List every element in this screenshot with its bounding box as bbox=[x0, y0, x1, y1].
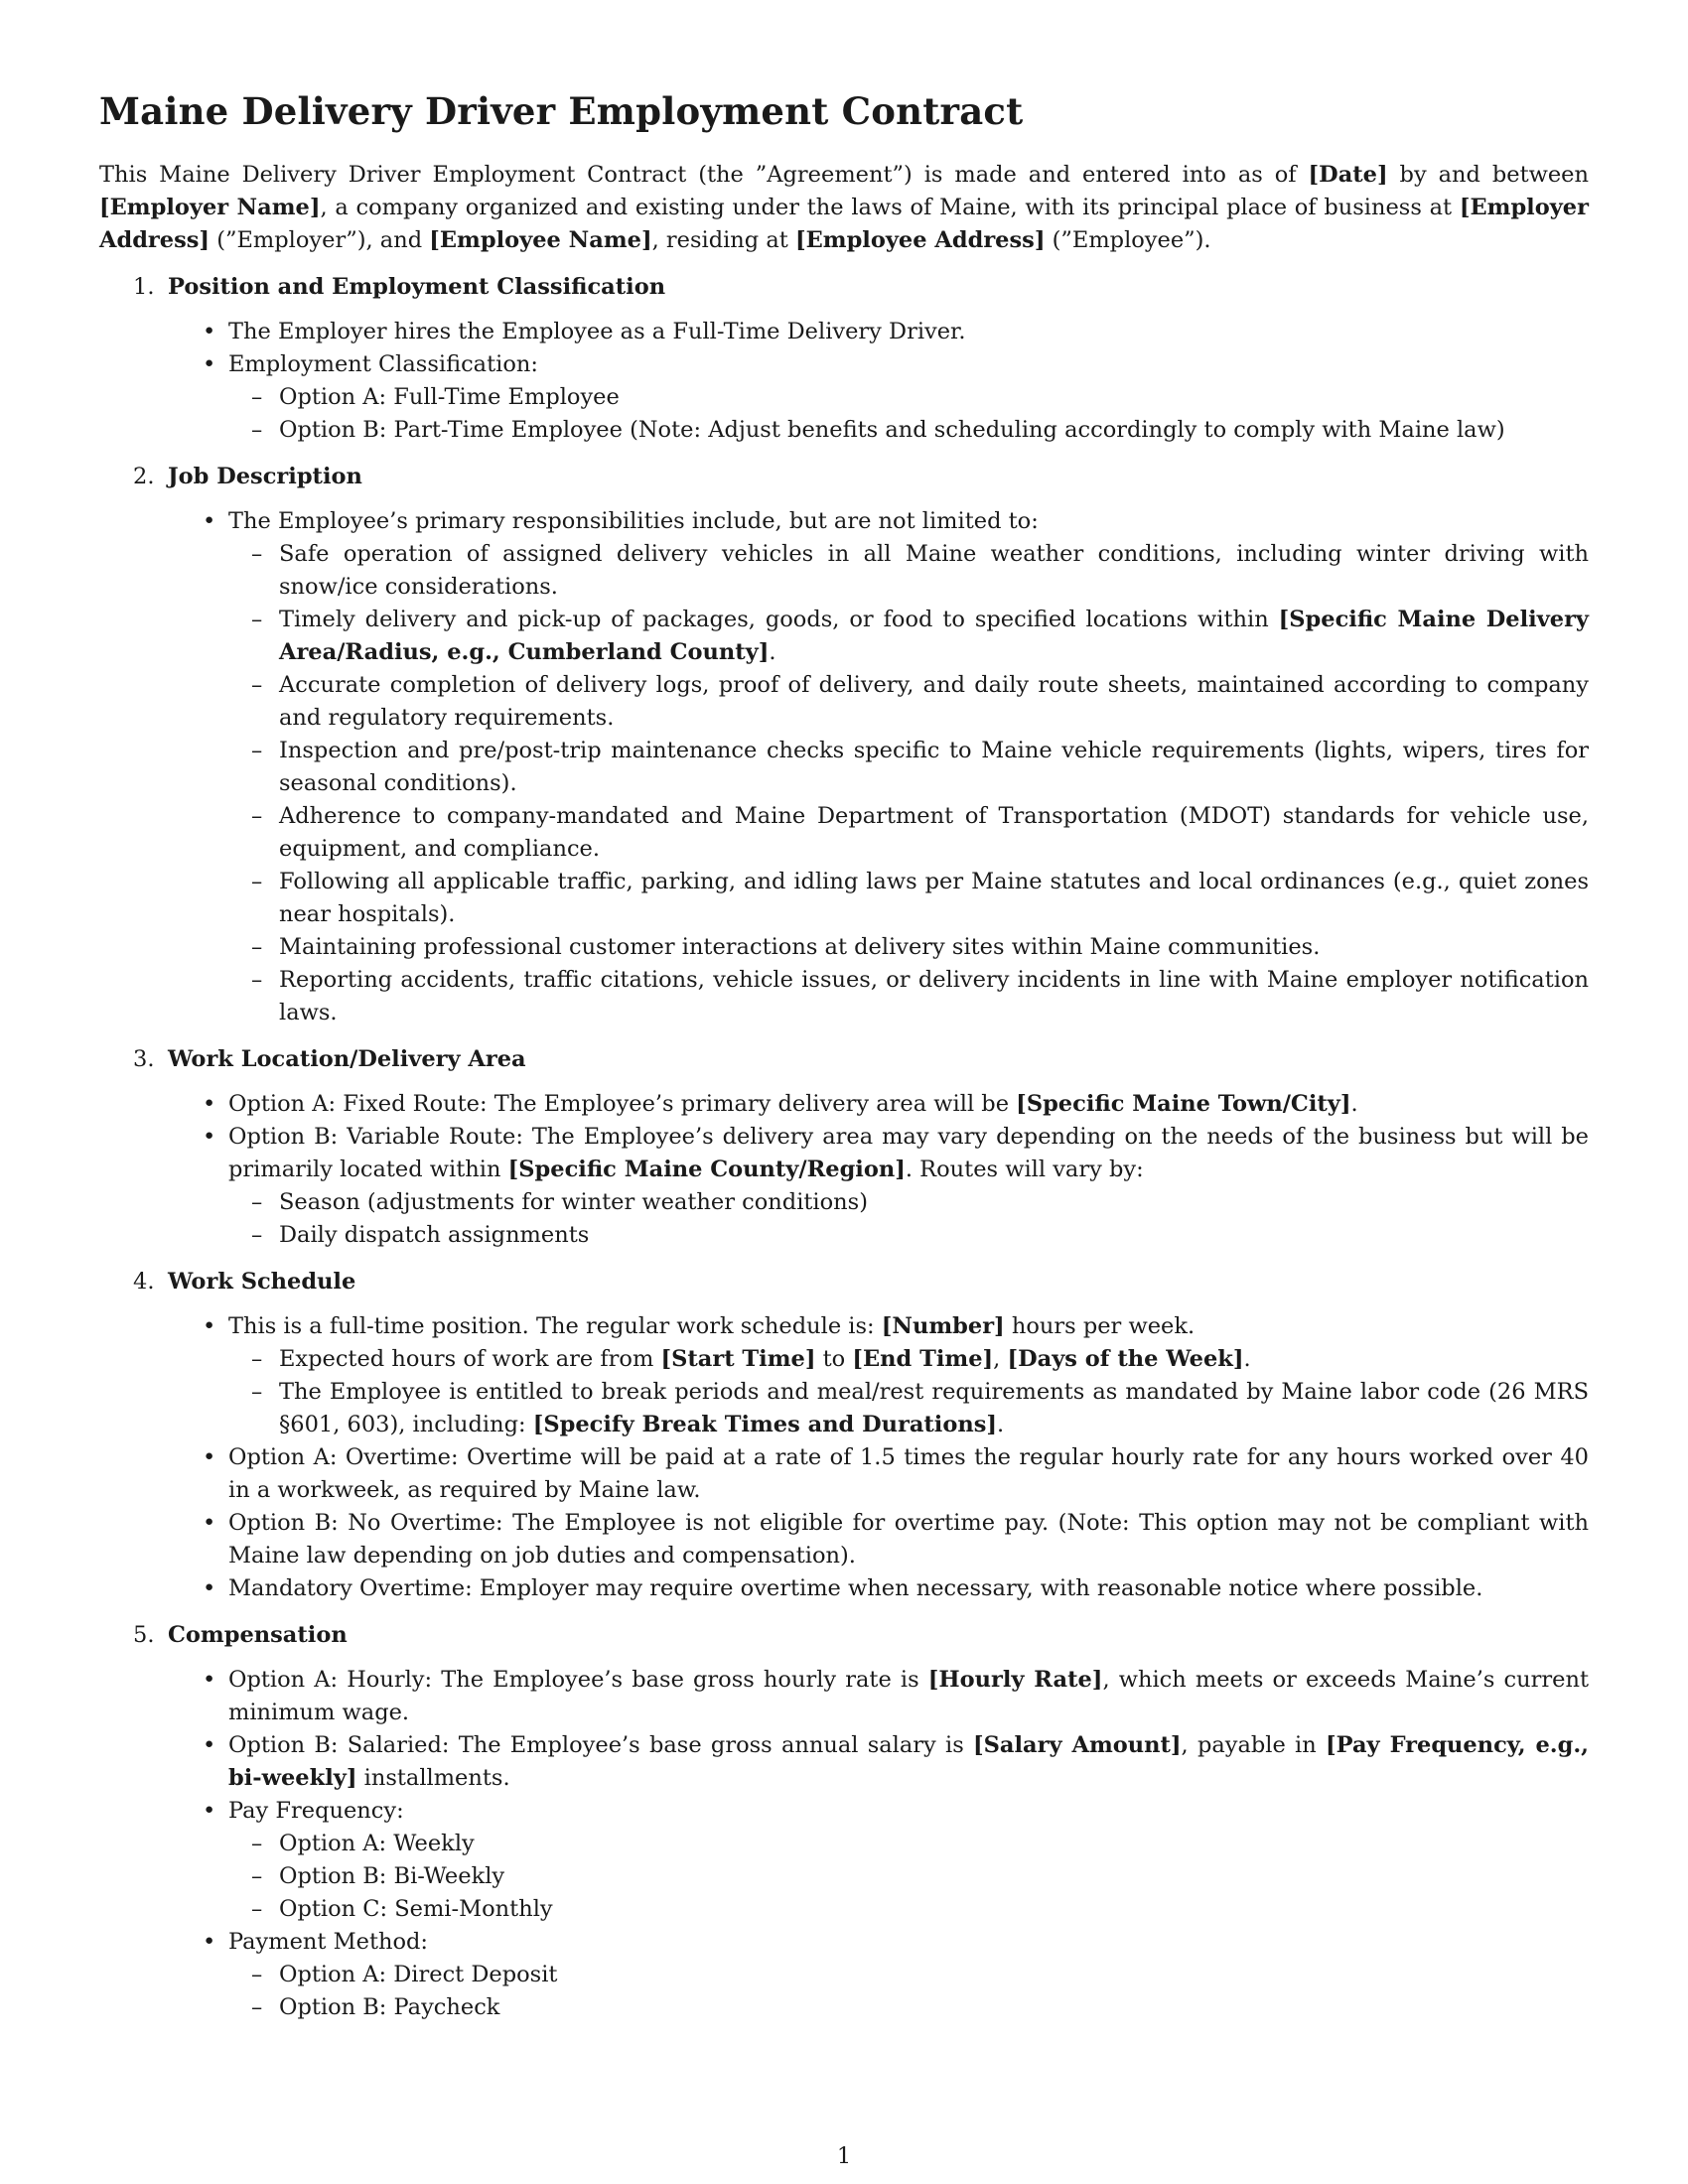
intro-paragraph bbox=[99, 159, 1589, 257]
section-list bbox=[99, 271, 1589, 2024]
intro-text: (”Employee”). bbox=[1045, 227, 1211, 253]
intro-text: (”Employer”), and bbox=[210, 227, 430, 253]
sub-list-item: – Option A: Full-Time Employee bbox=[251, 384, 620, 410]
list-item: • Option A: Hourly: The Employee’s base gross hourly rate is [Hourly Rate], which meets or exceeds Maine’s current minimum wage. bbox=[203, 1667, 1589, 1725]
sub-list bbox=[228, 1186, 1589, 1252]
date-placeholder: [Date] bbox=[1308, 162, 1388, 188]
town-placeholder: [Specific Maine Town/City] bbox=[1016, 1091, 1351, 1117]
section-compensation bbox=[99, 1619, 1589, 2024]
county-placeholder: [Specific Maine County/Region] bbox=[507, 1157, 906, 1182]
section-work-schedule bbox=[99, 1266, 1589, 1605]
sub-list-item: – Maintaining professional customer interactions at delivery sites within Maine communities. bbox=[251, 934, 1321, 960]
list-item: • Pay Frequency: – Option A: Weekly – Option B: Bi-Weekly – Option C: Semi-Monthly bbox=[228, 1795, 1589, 1926]
section-heading bbox=[99, 271, 1589, 304]
sub-list-item: – Safe operation of assigned delivery vehicles in all Maine weather conditions, including winter driving with snow/ice considerations. bbox=[251, 541, 1589, 600]
bullet-list bbox=[99, 1088, 1589, 1252]
intro-text: This Maine Delivery Driver Employment Contract (the ”Agreement”) is made and entered into as of bbox=[99, 162, 1309, 188]
section-heading bbox=[99, 1043, 1589, 1076]
list-item: • Option A: Fixed Route: The Employee’s primary delivery area will be [Specific Maine Town/City]. bbox=[203, 1091, 1358, 1117]
section-number: 1. bbox=[133, 274, 155, 300]
sub-list-item: – Expected hours of work are from [Start Time] to [End Time], [Days of the Week]. bbox=[251, 1346, 1251, 1372]
sub-list bbox=[228, 1343, 1589, 1441]
section-number: 3. bbox=[133, 1046, 155, 1072]
employee-address-placeholder: [Employee Address] bbox=[794, 227, 1046, 253]
list-item: • Option B: Variable Route: The Employee’s delivery area may vary depending on the needs of the business but will be primarily located within [Specific Maine County/Region]. Routes will vary by: – Season (adjustments for winter weather conditions) – Daily dispatch assignments bbox=[228, 1121, 1589, 1252]
end-time-placeholder: [End Time] bbox=[852, 1346, 994, 1372]
section-work-location bbox=[99, 1043, 1589, 1252]
sub-list bbox=[228, 1828, 1589, 1926]
sub-list-item: – The Employee is entitled to break periods and meal/rest requirements as mandated by Maine labor code (26 MRS §601, 603), including: [Specify Break Times and Durations]. bbox=[251, 1379, 1589, 1437]
sub-list bbox=[228, 381, 1589, 447]
sub-list-item: – Following all applicable traffic, parking, and idling laws per Maine statutes and local ordinances (e.g., quiet zones near hospitals). bbox=[251, 869, 1589, 927]
sub-list-item: – Option A: Direct Deposit bbox=[251, 1962, 558, 1987]
section-number: 2. bbox=[133, 464, 155, 489]
list-item: • Mandatory Overtime: Employer may require overtime when necessary, with reasonable notice where possible. bbox=[203, 1575, 1483, 1601]
section-job-description bbox=[99, 461, 1589, 1029]
sub-list-item: – Timely delivery and pick-up of packages, goods, or food to specified locations within [Specific Maine Delivery Area/Radius, e.g., Cumberland County]. bbox=[251, 607, 1590, 665]
sub-list-item: – Accurate completion of delivery logs, proof of delivery, and daily route sheets, maintained according to company and regulatory requirements. bbox=[251, 672, 1589, 731]
list-item: • Option B: No Overtime: The Employee is not eligible for overtime pay. (Note: This option may not be compliant with Maine law depending on job duties and compensation). bbox=[203, 1510, 1589, 1569]
page-number: 1 bbox=[836, 2143, 852, 2169]
sub-list-item: – Adherence to company-mandated and Maine Department of Transportation (MDOT) standards for vehicle use, equipment, and compliance. bbox=[251, 803, 1589, 862]
section-title: Job Description bbox=[168, 464, 362, 489]
section-heading bbox=[99, 461, 1589, 493]
section-position bbox=[99, 271, 1589, 447]
employee-name-placeholder: [Employee Name] bbox=[429, 227, 652, 253]
document-page bbox=[99, 87, 1589, 2038]
list-item: • The Employee’s primary responsibilities include, but are not limited to: – Safe operation of assigned delivery vehicles in all Maine weather conditions, including winter driving with snow/ice considerations. – Timely delivery and pick-up of packages, goods, or food to specified locations within [Specific Maine Delivery Area/Radius, e.g., Cumberland County]. – Accurate completion of delivery logs, proof of delivery, and daily route sheets, maintained according to company and regulatory requirements. – Inspection and pre/post-trip maintenance checks specific to Maine vehicle requirements (lights, wipers, tires for seasonal conditions). – Adherence to company-mandated and Maine Department of Transportation (MDOT) standards for vehicle use, equipment, and compliance. – Following all applicable traffic, parking, and idling laws per Maine statutes and local ordinances (e.g., quiet zones near hospitals). – Maintaining professional customer interactions at delivery sites within Maine communities. – Reporting accidents, traffic citations, vehicle issues, or delivery incidents in line with Maine employer notification laws. bbox=[228, 505, 1589, 1029]
list-item: • Option B: Salaried: The Employee’s base gross annual salary is [Salary Amount], payable in [Pay Frequency, e.g., bi-weekly] installments. bbox=[203, 1732, 1590, 1791]
employer-address-placeholder: [Employer Address] bbox=[99, 195, 1589, 253]
sub-list-item: – Option B: Paycheck bbox=[251, 1994, 500, 2020]
hourly-rate-placeholder: [Hourly Rate] bbox=[927, 1667, 1103, 1693]
list-item: • Option A: Overtime: Overtime will be paid at a rate of 1.5 times the regular hourly rate for any hours worked over 40 in a workweek, as required by Maine law. bbox=[203, 1444, 1589, 1503]
section-heading bbox=[99, 1266, 1589, 1298]
salary-placeholder: [Salary Amount] bbox=[973, 1732, 1182, 1758]
days-placeholder: [Days of the Week] bbox=[1007, 1346, 1244, 1372]
sub-list-item: – Option A: Weekly bbox=[251, 1831, 475, 1856]
section-number: 5. bbox=[133, 1622, 155, 1648]
bullet-list bbox=[99, 505, 1589, 1029]
delivery-area-placeholder: [Specific Maine Delivery Area/Radius, e.g., Cumberland County] bbox=[279, 607, 1590, 665]
sub-list bbox=[228, 538, 1589, 1029]
break-times-placeholder: [Specify Break Times and Durations] bbox=[532, 1412, 998, 1437]
section-title: Work Location/Delivery Area bbox=[168, 1046, 526, 1072]
list-item: • Payment Method: – Option A: Direct Deposit – Option B: Paycheck bbox=[228, 1926, 1589, 2024]
bullet-list bbox=[99, 1664, 1589, 2024]
sub-list-item: – Option B: Part-Time Employee (Note: Adjust benefits and scheduling accordingly to comply with Maine law) bbox=[251, 417, 1505, 443]
intro-text: by and between bbox=[1387, 162, 1589, 188]
sub-list-item: – Option B: Bi-Weekly bbox=[251, 1863, 505, 1889]
section-title: Position and Employment Classification bbox=[168, 274, 666, 300]
intro-text: , residing at bbox=[651, 227, 795, 253]
sub-list-item: – Reporting accidents, traffic citations, vehicle issues, or delivery incidents in line with Maine employer notification laws. bbox=[251, 967, 1589, 1025]
section-title: Work Schedule bbox=[168, 1269, 356, 1295]
list-item: • The Employer hires the Employee as a Full-Time Delivery Driver. bbox=[203, 319, 966, 344]
intro-text: , a company organized and existing under the laws of Maine, with its principal place of business at bbox=[320, 195, 1460, 220]
employer-name-placeholder: [Employer Name] bbox=[99, 195, 321, 220]
sub-list-item: – Inspection and pre/post-trip maintenance checks specific to Maine vehicle requirements (lights, wipers, tires for seasonal conditions). bbox=[251, 738, 1589, 796]
section-heading bbox=[99, 1619, 1589, 1652]
list-item: • Employment Classification: – Option A: Full-Time Employee – Option B: Part-Time Employee (Note: Adjust benefits and scheduling accordingly to comply with Maine law) bbox=[228, 348, 1589, 447]
section-number: 4. bbox=[133, 1269, 155, 1295]
sub-list-item: – Season (adjustments for winter weather conditions) bbox=[251, 1189, 868, 1215]
document-title: Maine Delivery Driver Employment Contract bbox=[99, 89, 1024, 133]
pay-frequency-placeholder: [Pay Frequency, e.g., bi-weekly] bbox=[228, 1732, 1590, 1791]
sub-list bbox=[228, 1959, 1589, 2024]
list-item: • This is a full-time position. The regular work schedule is: [Number] hours per week. – Expected hours of work are from [Start Time] to [End Time], [Days of the Week]. – The Employee is entitled to break periods and meal/rest requirements as mandated by Maine labor code (26 MRS §601, 603), including: [Specify Break Times and Durations]. bbox=[228, 1310, 1589, 1441]
hours-placeholder: [Number] bbox=[881, 1313, 1005, 1339]
start-time-placeholder: [Start Time] bbox=[660, 1346, 816, 1372]
sub-list-item: – Daily dispatch assignments bbox=[251, 1222, 590, 1248]
section-title: Compensation bbox=[168, 1622, 348, 1648]
sub-list-item: – Option C: Semi-Monthly bbox=[251, 1896, 553, 1922]
bullet-list bbox=[99, 1310, 1589, 1605]
bullet-list bbox=[99, 316, 1589, 447]
